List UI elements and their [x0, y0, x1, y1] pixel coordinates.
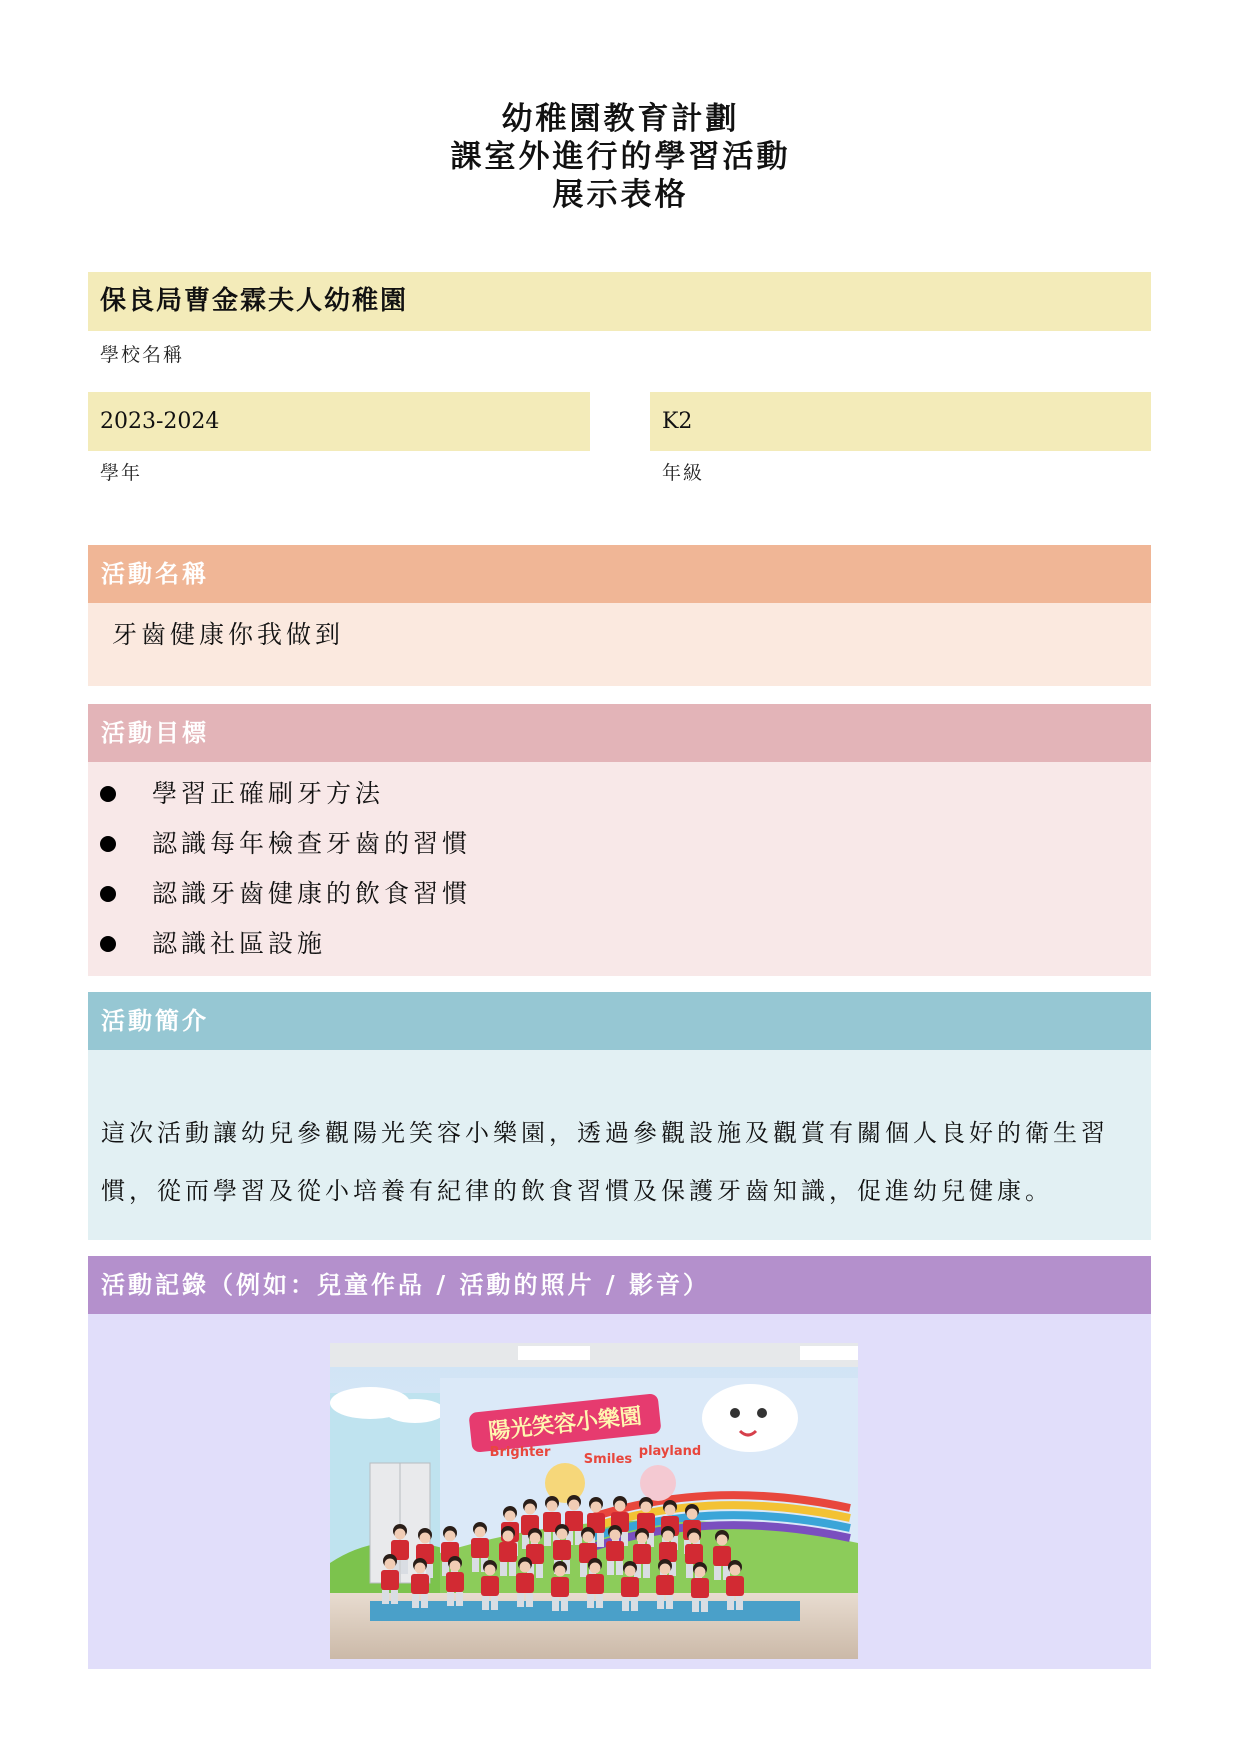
activity-record-header: 活動記錄（例如：兒童作品 / 活動的照片 / 影音）	[88, 1256, 1151, 1314]
photo-sign-zh: 陽光笑容小樂園	[487, 1404, 644, 1445]
photo-sign-en-3: playland	[638, 1444, 702, 1459]
title-line-3: 展示表格	[552, 177, 689, 213]
page-title	[0, 100, 1241, 214]
activity-intro-text: 這次活動讓幼兒參觀陽光笑容小樂園，透過參觀設施及觀賞有關個人良好的衛生習慣，從而學習及從小培養有紀律的飲食習慣及保護牙齒知識，促進幼兒健康。	[101, 1119, 1109, 1205]
goal-text: 認識牙齒健康的飲食習慣	[152, 879, 472, 908]
activity-intro-header: 活動簡介	[88, 992, 1151, 1050]
activity-goals-header: 活動目標	[88, 704, 1151, 762]
goal-text: 學習正確刷牙方法	[152, 779, 385, 808]
school-name-field: 保良局曹金霖夫人幼稚園	[88, 272, 1151, 331]
photo-sign-en-1: Brighter	[489, 1445, 551, 1460]
academic-year-caption: 學年	[100, 462, 143, 484]
activity-goals-body	[88, 762, 1151, 976]
activity-name-header: 活動名稱	[88, 545, 1151, 603]
activity-name-value: 牙齒健康你我做到	[88, 603, 1151, 686]
bullet-icon	[100, 936, 116, 952]
activity-intro-body	[88, 1050, 1151, 1240]
academic-year-field: 2023-2024	[88, 392, 590, 451]
grade-caption: 年級	[662, 462, 705, 484]
goal-text: 認識每年檢查牙齒的習慣	[152, 829, 472, 858]
bullet-icon	[100, 786, 116, 802]
bullet-icon	[100, 886, 116, 902]
title-line-2: 課室外進行的學習活動	[450, 139, 791, 175]
goal-text: 認識社區設施	[152, 929, 327, 958]
activity-photo	[330, 1343, 858, 1659]
bullet-icon	[100, 836, 116, 852]
photo-sign-en-2: Smiles	[583, 1452, 633, 1467]
grade-field: K2	[650, 392, 1151, 451]
school-name-caption: 學校名稱	[100, 344, 185, 366]
title-line-1: 幼稚園教育計劃	[501, 101, 740, 137]
